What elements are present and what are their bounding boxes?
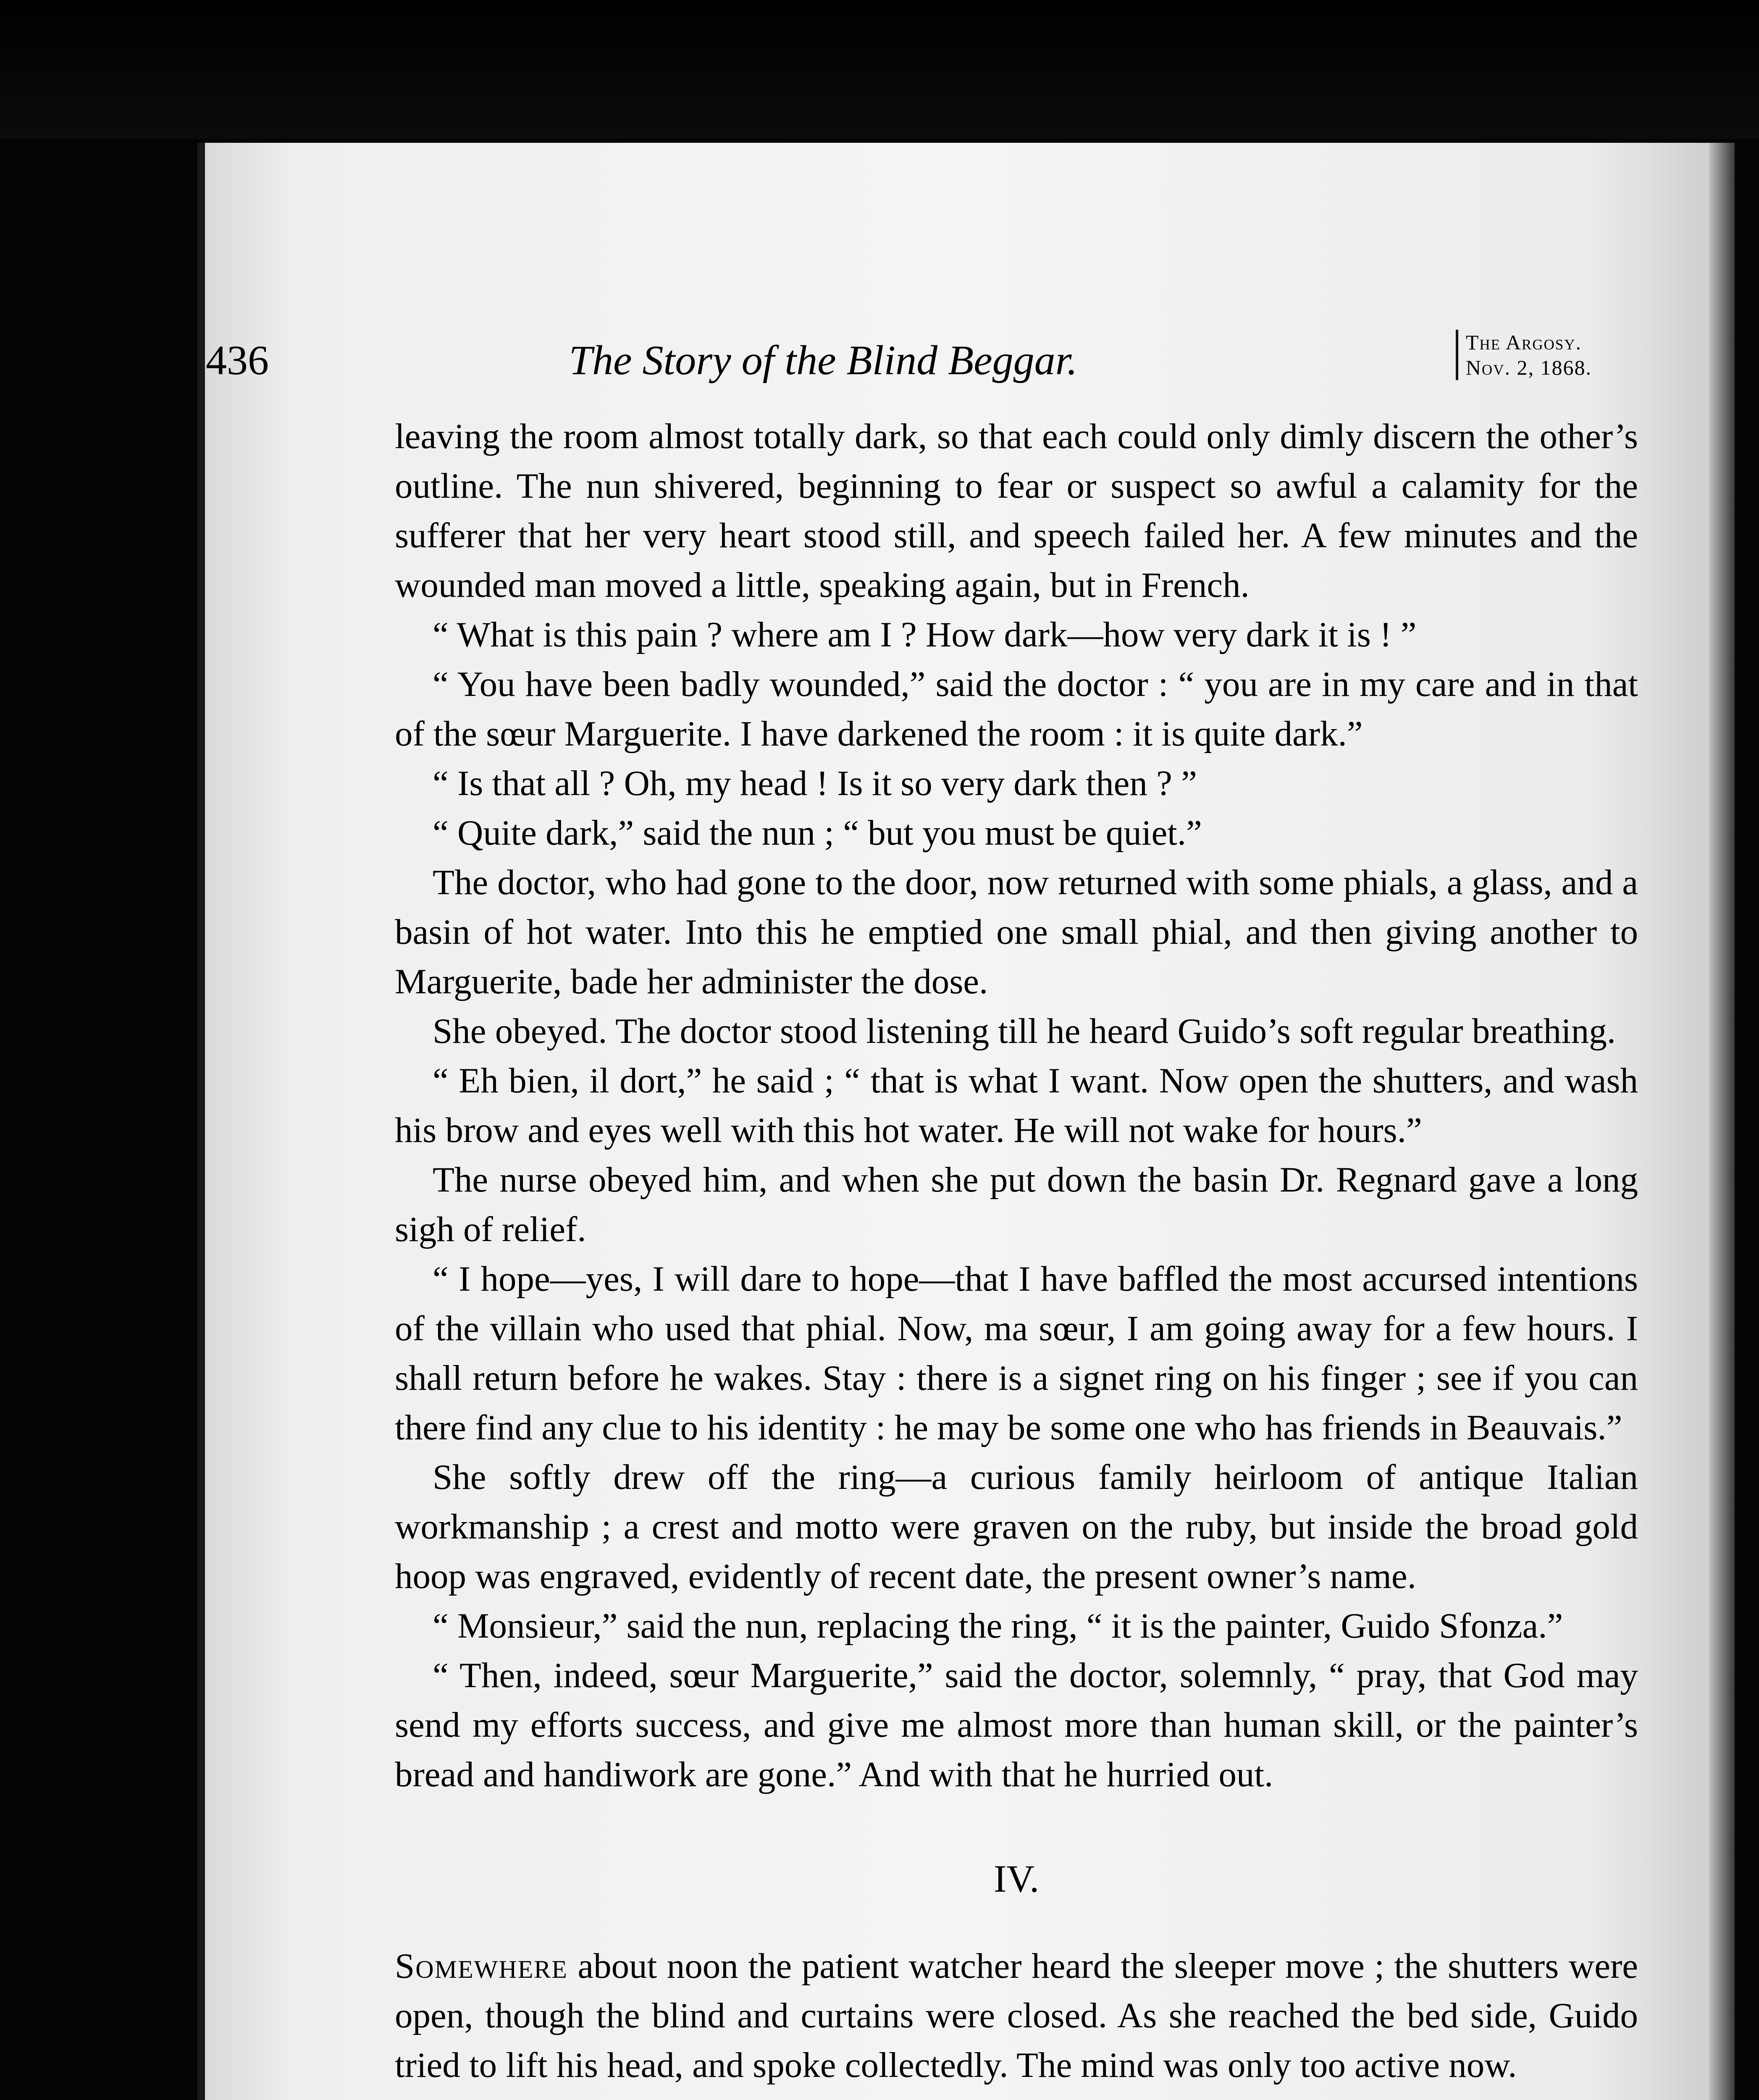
paragraph: “ Eh bien, il dort,” he said ; “ that is what I want. Now open the shutters, and wash his brow and eyes well with this hot water. He will not wake for hours.” (395, 1061, 1638, 1150)
paragraph-continued: leaving the room almost totally dark, so that each could only dimly discern the other’s outline. The nun shivered, beginning to fear or suspect so awful a calamity for the sufferer that her very heart stood still, and speech failed her. A few minutes and the wounded man moved a little, speaking again, but in French. (395, 417, 1638, 605)
paragraph: She softly drew off the ring—a curious family heirloom of antique Italian workmanship ; a crest and motto were graven on the ruby, but inside the broad gold hoop was engraved, evidently of recent date, the present owner’s name. (395, 1457, 1638, 1596)
paragraph: The doctor, who had gone to the door, now returned with some phials, a glass, and a basin of hot water. Into this he emptied one small phial, and then giving another to Marguerite, bade her administer the dose. (395, 863, 1638, 1001)
page-number: 436 (206, 337, 269, 383)
issue-reference-title: The Argosy. (1465, 331, 1582, 354)
section-paragraph-text: about noon the patient watcher heard the sleeper move ; the shutters were open, though the blind and curtains were closed. As she reached the bed side, Guido tried to lift his head, and spoke collectedly. The mind was only too active now. (395, 1946, 1638, 2085)
issue-reference-date: Nov. 2, 1868. (1465, 356, 1592, 379)
paragraph: “ Is that all ? Oh, my head ! Is it so very dark then ? ” (433, 764, 1197, 803)
paragraph: She obeyed. The doctor stood listening till he heard Guido’s soft regular breathing. (433, 1011, 1616, 1051)
paragraph: “ You have been badly wounded,” said the doctor : “ you are in my care and in that of the sœur Marguerite. I have darkened the room : it is quite dark.” (395, 664, 1638, 753)
paragraph: “ Quite dark,” said the nun ; “ but you must be quiet.” (433, 813, 1202, 853)
paragraph: “ Then, indeed, sœur Marguerite,” said the doctor, solemnly, “ pray, that God may send my efforts success, and give me almost more than human skill, or the painter’s bread and handiwork are gone.” And with that he hurried out. (395, 1656, 1638, 1794)
section-heading: IV. (993, 1857, 1040, 1900)
paragraph: “ Monsieur,” said the nun, replacing the ring, “ it is the painter, Guido Sfonza.” (433, 1606, 1563, 1646)
paragraph: “ What is this pain ? where am I ? How dark—how very dark it is ! ” (433, 615, 1417, 654)
body-text (395, 412, 1638, 2090)
scan-border-top (0, 0, 1759, 139)
page-header (206, 185, 1592, 383)
paragraph: The nurse obeyed him, and when she put down the basin Dr. Regnard gave a long sigh of relief. (395, 1160, 1638, 1249)
running-title: The Story of the Blind Beggar. (569, 337, 1078, 383)
section-lead-word: Somewhere (395, 1946, 568, 1986)
paragraph: “ I hope—yes, I will dare to hope—that I have baffled the most accursed intentions of the villain who used that phial. Now, ma sœur, I am going away for a few hours. I shall return before he wakes. Stay : there is a signet ring on his finger ; see if you can there find any clue to his identity : he may be some one who has friends in Beauvais.” (395, 1259, 1638, 1447)
section-opening-paragraph (395, 1941, 1638, 2090)
page-edge-shadow (1709, 143, 1735, 2100)
issue-reference (1456, 330, 1592, 380)
